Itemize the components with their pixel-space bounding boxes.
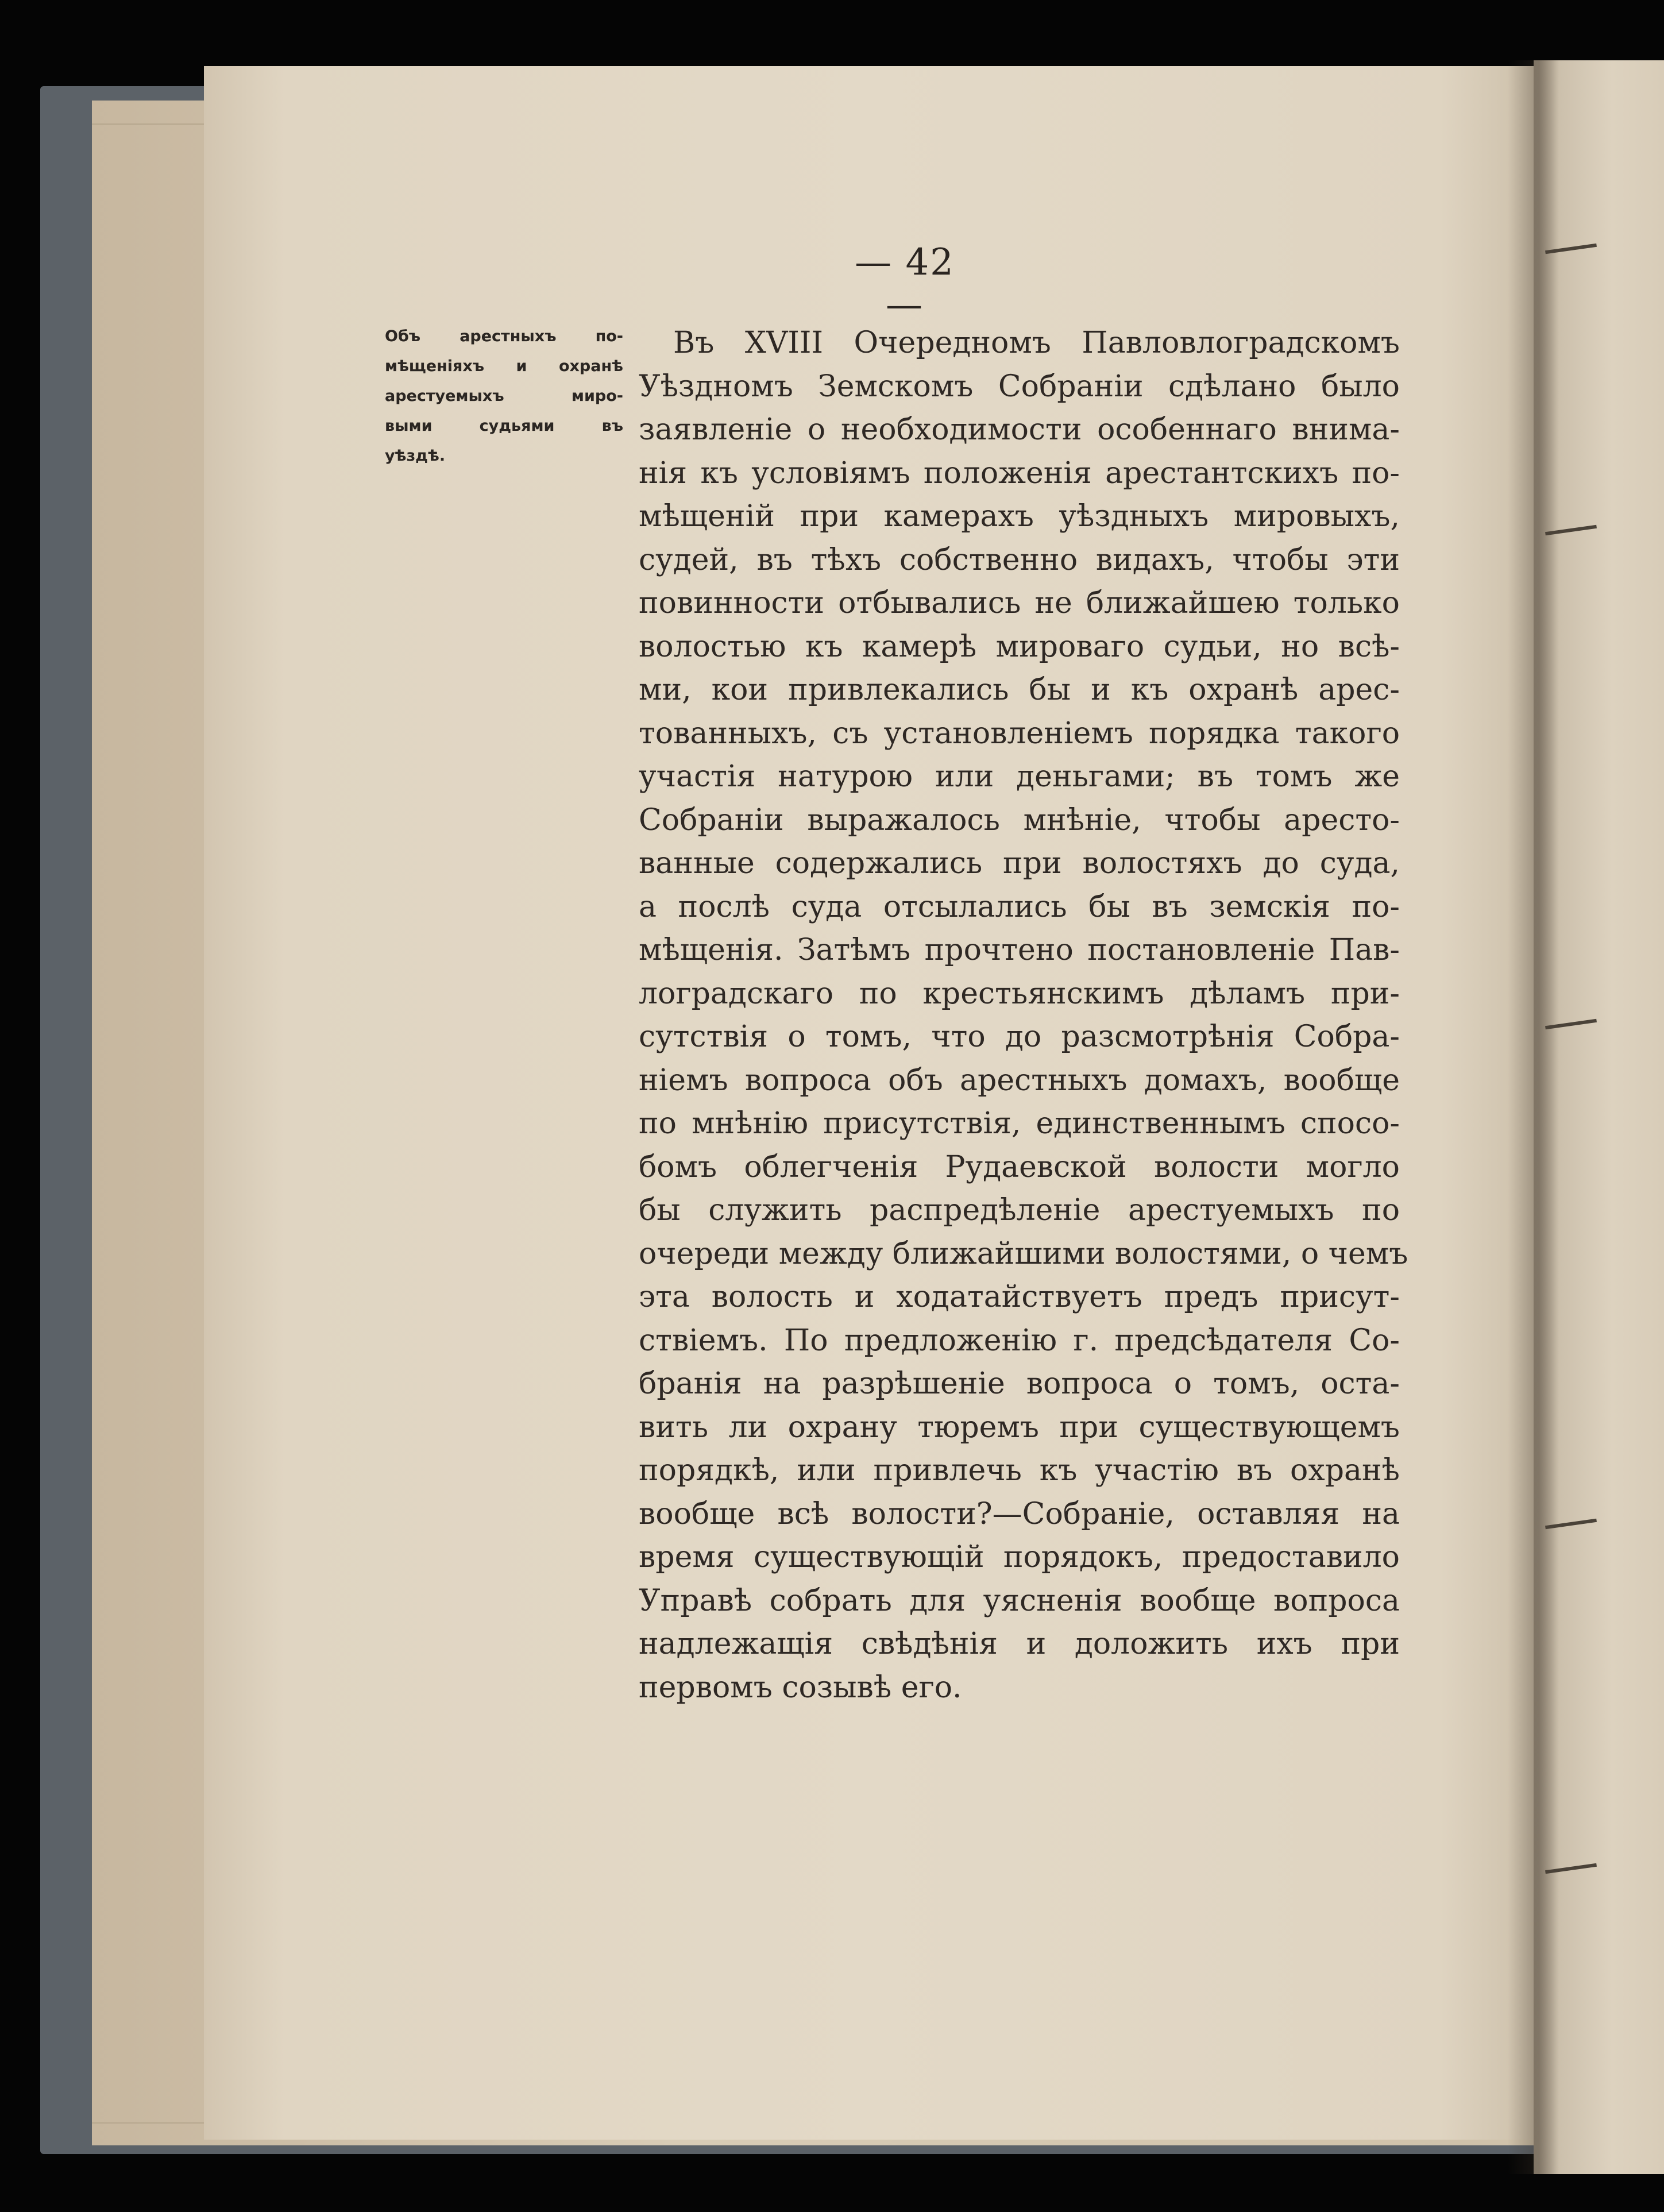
margin-note-line: Объ арестныхъ по- [385,327,623,345]
body-line: по мнѣнію присутствія, единственнымъ спосо- [639,1106,1400,1141]
body-line: нія къ условіямъ положенія арестантскихъ по- [639,455,1400,491]
body-line: ствіемъ. По предложенію г. предсѣдателя Со- [639,1323,1400,1358]
body-line: а послѣ суда отсылались бы въ земскія по- [639,889,1400,924]
gutter-shadow [1508,60,1559,2174]
body-line: участія натурою или деньгами; въ томъ же [639,759,1400,794]
body-line: мѣщеній при камерахъ уѣздныхъ мировыхъ, [639,499,1400,534]
body-line: очереди между ближайшими волостями, о чемъ [639,1236,1408,1271]
body-line: ніемъ вопроса объ арестныхъ домахъ, вообще [639,1063,1400,1098]
body-line: Уѣздномъ Земскомъ Собраніи сдѣлано было [639,369,1400,404]
body-line: повинности отбывались не ближайшею только [639,586,1400,620]
body-line: время существующій порядокъ, предоставило [639,1540,1400,1574]
body-line: бы служить распредѣленіе арестуемыхъ по [639,1193,1400,1227]
body-line: заявленіе о необходимости особеннаго внима- [639,412,1400,447]
body-line: ванные содержались при волостяхъ до суда, [639,846,1400,881]
body-line: мѣщенія. Затѣмъ прочтено постановленіе Пав- [639,933,1400,967]
body-line: Собраніи выражалось мнѣніе, чтобы аресто- [639,802,1400,837]
margin-note-line: выми судьями въ [385,417,623,435]
body-line: бомъ облегченія Рудаевской волости могло [639,1149,1400,1184]
body-line: вообще всѣ волости?—Собраніе, оставляя на [639,1496,1400,1531]
body-line: Въ XVIII Очередномъ Павловлоградскомъ [673,326,1400,360]
margin-note-line: мѣщеніяхъ и охранѣ [385,357,623,375]
body-text [639,322,1408,1709]
body-line: сутствія о томъ, что до разсмотрѣнія Собра- [639,1020,1400,1054]
body-line: эта волость и ходатайствуетъ предъ присут- [639,1280,1400,1314]
body-line: судей, въ тѣхъ собственно видахъ, чтобы эти [639,542,1400,577]
margin-note-line: арестуемыхъ миро- [385,387,623,405]
margin-note [385,322,623,471]
margin-note-line: уѣздѣ. [385,447,446,465]
body-line: волостью къ камерѣ мироваго судьи, но всѣ- [639,629,1400,664]
page-number: — 42 — [855,241,955,326]
body-line: первомъ созывѣ его. [639,1670,962,1705]
body-line: порядкѣ, или привлечь къ участію въ охранѣ [639,1453,1400,1488]
body-line: тованныхъ, съ установленіемъ порядка такого [639,716,1400,751]
body-line: вить ли охрану тюремъ при существующемъ [639,1410,1400,1445]
body-line: Управѣ собрать для уясненія вообще вопроса [639,1583,1400,1618]
body-line: надлежащія свѣдѣнія и доложить ихъ при [639,1627,1400,1661]
body-line: лоградскаго по крестьянскимъ дѣламъ при- [639,976,1400,1011]
body-line: бранія на разрѣшеніе вопроса о томъ, оста- [639,1366,1400,1401]
body-line: ми, кои привлекались бы и къ охранѣ арес- [639,673,1400,707]
